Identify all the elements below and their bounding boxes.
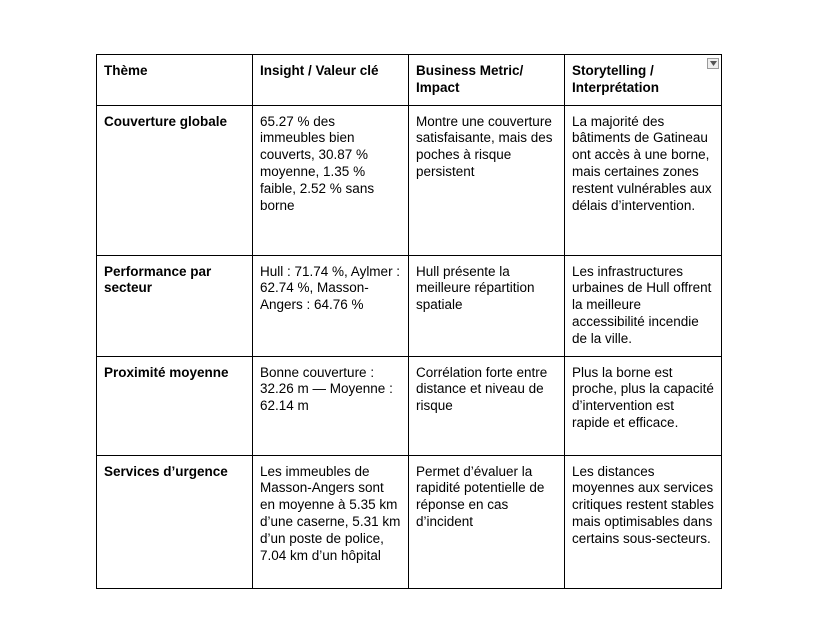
header-impact: Business Metric/ Impact	[409, 55, 565, 106]
table-row	[97, 356, 722, 455]
header-insight: Insight / Valeur clé	[253, 55, 409, 106]
row-theme: Performance par secteur	[97, 255, 253, 356]
row-story: Plus la borne est proche, plus la capacité d’intervention est rapide et efficace.	[565, 356, 722, 455]
header-storytelling-label: Storytelling / Interprétation	[572, 63, 660, 95]
table-row	[97, 455, 722, 588]
row-impact: Permet d’évaluer la rapidité potentielle de réponse en cas d’incident	[409, 455, 565, 588]
table-row	[97, 255, 722, 356]
row-insight: 65.27 % des immeubles bien couverts, 30.87 % moyenne, 1.35 % faible, 2.52 % sans borne	[253, 105, 409, 255]
table-header-row	[97, 55, 722, 106]
row-impact: Corrélation forte entre distance et niveau de risque	[409, 356, 565, 455]
summary-table	[96, 54, 722, 589]
row-insight: Les immeubles de Masson-Angers sont en moyenne à 5.35 km d’une caserne, 5.31 km d’un poste de police, 7.04 km d’un hôpital	[253, 455, 409, 588]
filter-dropdown-button[interactable]	[707, 58, 719, 69]
row-impact: Hull présente la meilleure répartition spatiale	[409, 255, 565, 356]
row-theme: Proximité moyenne	[97, 356, 253, 455]
row-story: La majorité des bâtiments de Gatineau ont accès à une borne, mais certaines zones restent vulnérables aux délais d’intervention.	[565, 105, 722, 255]
row-story: Les distances moyennes aux services critiques restent stables mais optimisables dans certains sous-secteurs.	[565, 455, 722, 588]
row-theme: Services d’urgence	[97, 455, 253, 588]
row-impact: Montre une couverture satisfaisante, mais des poches à risque persistent	[409, 105, 565, 255]
header-storytelling	[565, 55, 722, 106]
row-story: Les infrastructures urbaines de Hull offrent la meilleure accessibilité incendie de la ville.	[565, 255, 722, 356]
header-theme: Thème	[97, 55, 253, 106]
row-insight: Hull : 71.74 %, Aylmer : 62.74 %, Masson-Angers : 64.76 %	[253, 255, 409, 356]
dropdown-arrow-icon	[710, 61, 717, 66]
row-insight: Bonne couverture : 32.26 m — Moyenne : 62.14 m	[253, 356, 409, 455]
table-row	[97, 105, 722, 255]
row-theme: Couverture globale	[97, 105, 253, 255]
